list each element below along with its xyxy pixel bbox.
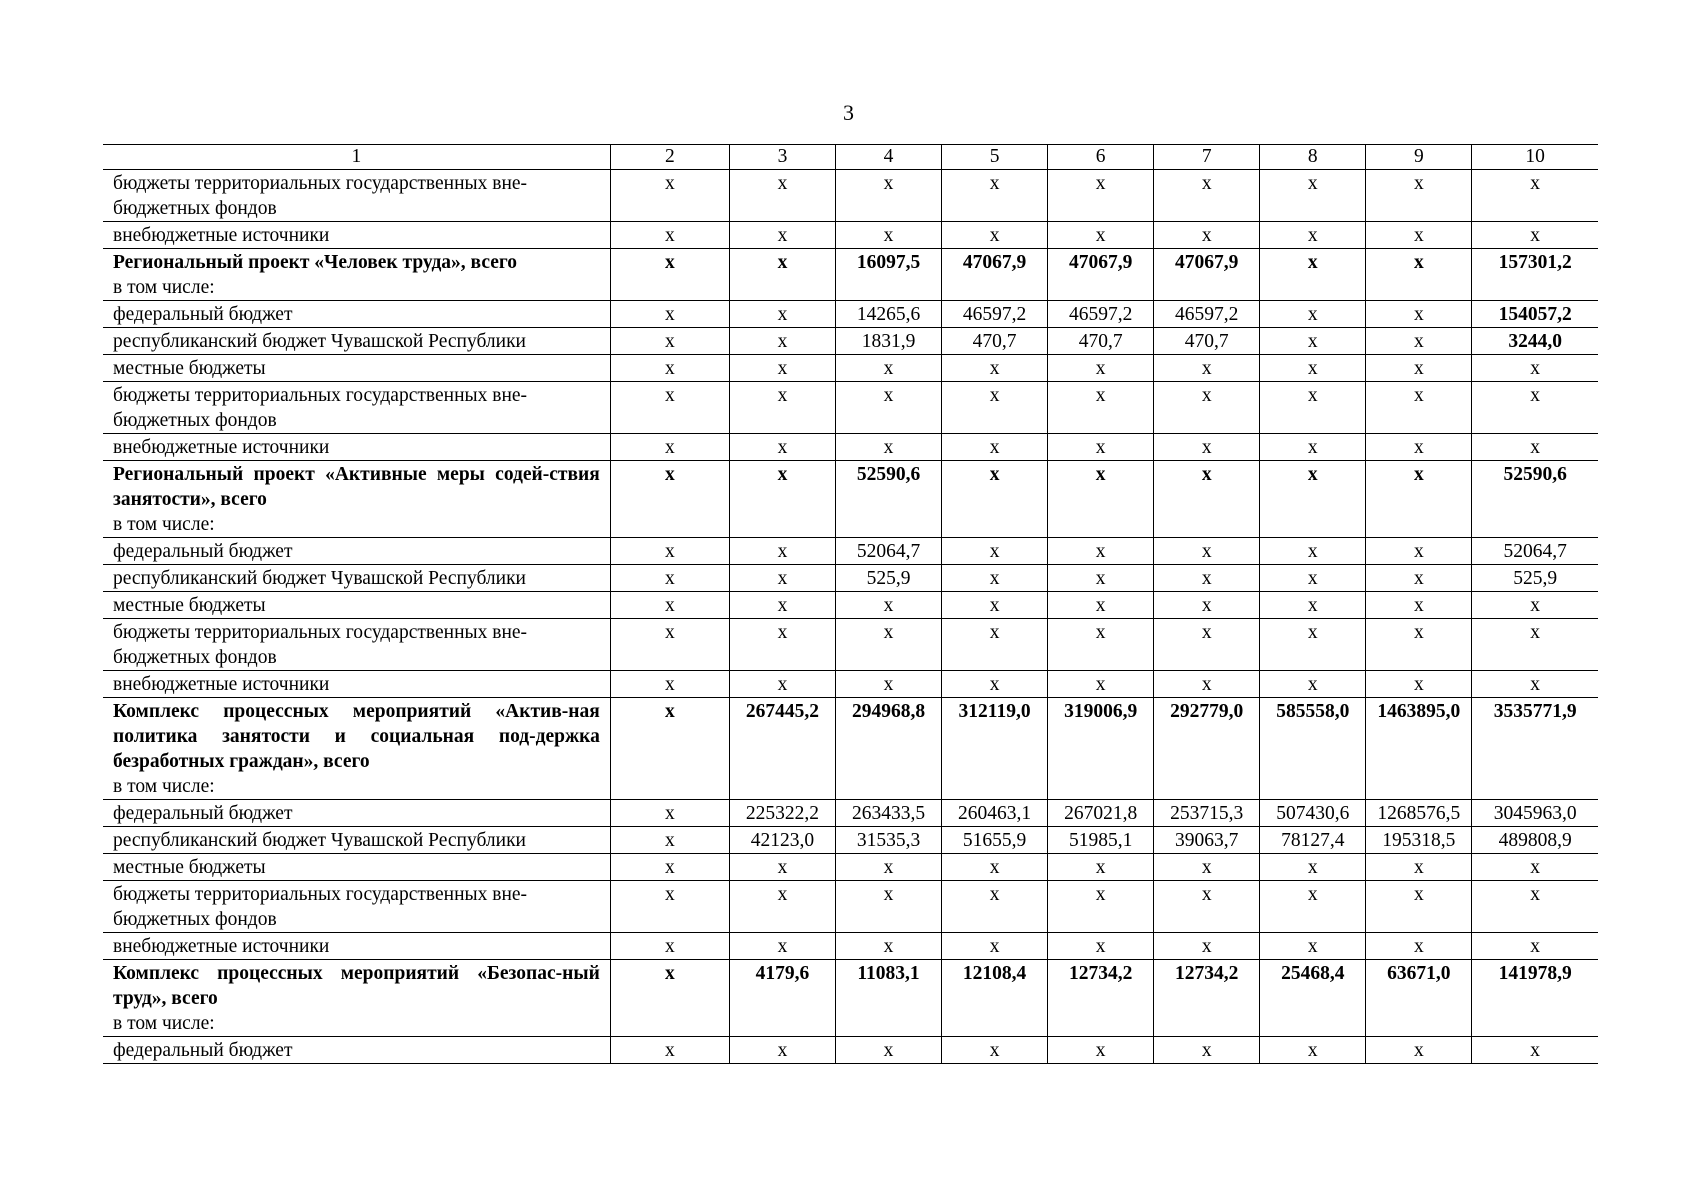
value-cell: 525,9 [1472,565,1598,592]
value-cell: х [835,933,941,960]
value-cell: х [1366,249,1472,301]
value-cell: х [1366,881,1472,933]
value-cell: х [1366,565,1472,592]
table-row [103,565,1598,592]
row-label [103,249,610,301]
row-label [103,565,610,592]
value-cell: х [1366,1037,1472,1064]
value-cell: х [1048,1037,1154,1064]
value-cell: х [1366,854,1472,881]
value-cell: 292779,0 [1154,698,1260,800]
budget-table [103,144,1598,1064]
row-label-text: федеральный бюджет [113,541,293,562]
value-cell: х [942,881,1048,933]
value-cell: х [610,222,729,249]
table-row [103,222,1598,249]
table-row [103,854,1598,881]
value-cell: 470,7 [1048,328,1154,355]
page-number: 3 [843,100,854,125]
value-cell: х [1154,170,1260,222]
value-cell: х [1260,538,1366,565]
value-cell: х [835,170,941,222]
value-cell: 16097,5 [835,249,941,301]
row-sublabel: в том числе: [113,1013,215,1034]
row-label-text: бюджеты территориальных государственных вне-бюджетных фондов [113,884,528,930]
value-cell: х [729,170,835,222]
row-label-text: республиканский бюджет Чувашской Республики [113,331,526,352]
value-cell: х [610,538,729,565]
value-cell: х [729,619,835,671]
table-row [103,619,1598,671]
value-cell: х [942,355,1048,382]
row-label-text: внебюджетные источники [113,674,330,695]
value-cell: 12108,4 [942,960,1048,1037]
column-header: 2 [610,145,729,170]
value-cell: 267021,8 [1048,800,1154,827]
column-header: 3 [729,145,835,170]
value-cell: х [729,355,835,382]
section-total-row [103,461,1598,538]
value-cell: х [1472,222,1598,249]
table-row [103,355,1598,382]
value-cell: х [1366,592,1472,619]
value-cell: 42123,0 [729,827,835,854]
value-cell: х [1154,461,1260,538]
value-cell: х [1260,1037,1366,1064]
value-cell: х [1048,355,1154,382]
value-cell: х [1472,382,1598,434]
value-cell: х [835,881,941,933]
value-cell: х [1260,619,1366,671]
value-cell: х [835,355,941,382]
value-cell: 3535771,9 [1472,698,1598,800]
value-cell: х [1366,933,1472,960]
value-cell: 507430,6 [1260,800,1366,827]
value-cell: х [1366,328,1472,355]
value-cell: х [1154,881,1260,933]
value-cell: х [835,592,941,619]
value-cell: х [1154,538,1260,565]
column-header: 7 [1154,145,1260,170]
value-cell: 46597,2 [1048,301,1154,328]
header-row [103,145,1598,170]
column-header: 10 [1472,145,1598,170]
value-cell: х [1260,328,1366,355]
value-cell: х [610,249,729,301]
value-cell: 63671,0 [1366,960,1472,1037]
value-cell: х [942,565,1048,592]
row-label [103,800,610,827]
value-cell: х [1154,222,1260,249]
value-cell: х [1154,565,1260,592]
value-cell: х [835,854,941,881]
value-cell: 47067,9 [1048,249,1154,301]
value-cell: 14265,6 [835,301,941,328]
value-cell: х [729,881,835,933]
value-cell: 12734,2 [1154,960,1260,1037]
value-cell: 31535,3 [835,827,941,854]
value-cell: х [729,671,835,698]
row-label [103,170,610,222]
row-label [103,434,610,461]
value-cell: х [942,222,1048,249]
value-cell: 47067,9 [1154,249,1260,301]
value-cell: х [1048,854,1154,881]
value-cell: 489808,9 [1472,827,1598,854]
row-label-text: внебюджетные источники [113,225,330,246]
value-cell: х [1472,671,1598,698]
row-label [103,382,610,434]
value-cell: 525,9 [835,565,941,592]
value-cell: х [1260,434,1366,461]
value-cell: 52064,7 [835,538,941,565]
value-cell: 78127,4 [1260,827,1366,854]
value-cell: х [610,671,729,698]
column-header: 9 [1366,145,1472,170]
value-cell: х [1260,170,1366,222]
row-label-text: Комплекс процессных мероприятий «Безопас-ный труд», всего [113,963,600,1009]
value-cell: 312119,0 [942,698,1048,800]
row-label-text: бюджеты территориальных государственных вне-бюджетных фондов [113,173,528,219]
table-row [103,671,1598,698]
value-cell: х [1154,854,1260,881]
value-cell: х [1472,170,1598,222]
value-cell: х [610,301,729,328]
row-label-text: федеральный бюджет [113,304,293,325]
value-cell: х [942,592,1048,619]
value-cell: х [1048,170,1154,222]
value-cell: х [1366,355,1472,382]
value-cell: 319006,9 [1048,698,1154,800]
value-cell: х [1048,565,1154,592]
value-cell: х [610,565,729,592]
value-cell: х [610,170,729,222]
row-label-text: местные бюджеты [113,595,266,616]
value-cell: х [729,461,835,538]
value-cell: 52590,6 [1472,461,1598,538]
value-cell: 253715,3 [1154,800,1260,827]
value-cell: 39063,7 [1154,827,1260,854]
value-cell: 3244,0 [1472,328,1598,355]
value-cell: х [942,854,1048,881]
value-cell: х [1472,592,1598,619]
row-sublabel: в том числе: [113,277,215,298]
value-cell: х [1154,619,1260,671]
row-label [103,619,610,671]
row-label-text: внебюджетные источники [113,437,330,458]
value-cell: 154057,2 [1472,301,1598,328]
row-label [103,933,610,960]
table-row [103,301,1598,328]
value-cell: х [1260,881,1366,933]
value-cell: 46597,2 [942,301,1048,328]
value-cell: х [729,222,835,249]
row-label [103,222,610,249]
value-cell: х [1048,222,1154,249]
value-cell: 260463,1 [942,800,1048,827]
value-cell: х [1260,301,1366,328]
value-cell: х [1260,355,1366,382]
column-header: 8 [1260,145,1366,170]
row-label [103,328,610,355]
value-cell: х [942,933,1048,960]
value-cell: х [1260,249,1366,301]
value-cell: х [1154,933,1260,960]
value-cell: х [1048,933,1154,960]
row-label [103,301,610,328]
row-label-text: федеральный бюджет [113,803,293,824]
value-cell: х [610,355,729,382]
value-cell: х [942,671,1048,698]
value-cell: х [1260,671,1366,698]
value-cell: 52064,7 [1472,538,1598,565]
value-cell: х [942,170,1048,222]
value-cell: х [1154,1037,1260,1064]
row-label-text: бюджеты территориальных государственных вне-бюджетных фондов [113,385,528,431]
value-cell: х [835,222,941,249]
value-cell: х [1366,170,1472,222]
value-cell: х [1472,1037,1598,1064]
value-cell: х [942,619,1048,671]
row-label-text: внебюджетные источники [113,936,330,957]
value-cell: х [1472,933,1598,960]
value-cell: х [610,698,729,800]
value-cell: 11083,1 [835,960,941,1037]
value-cell: х [610,881,729,933]
value-cell: х [1154,671,1260,698]
value-cell: х [1048,434,1154,461]
value-cell: 25468,4 [1260,960,1366,1037]
value-cell: х [729,854,835,881]
value-cell: х [610,619,729,671]
value-cell: 470,7 [942,328,1048,355]
column-header: 1 [103,145,610,170]
row-label [103,592,610,619]
value-cell: х [610,827,729,854]
value-cell: х [835,434,941,461]
value-cell: х [835,671,941,698]
table-row [103,827,1598,854]
value-cell: х [1048,461,1154,538]
row-label [103,461,610,538]
value-cell: х [610,461,729,538]
table-row [103,800,1598,827]
row-label [103,1037,610,1064]
row-label-text: федеральный бюджет [113,1040,293,1061]
row-sublabel: в том числе: [113,776,215,797]
value-cell: х [1366,619,1472,671]
value-cell: 195318,5 [1366,827,1472,854]
value-cell: х [1366,461,1472,538]
row-label-text: Региональный проект «Активные меры содей-ствия занятости», всего [113,464,600,510]
value-cell: х [729,933,835,960]
value-cell: х [729,592,835,619]
value-cell: 47067,9 [942,249,1048,301]
row-sublabel: в том числе: [113,514,215,535]
row-label [103,960,610,1037]
value-cell: 52590,6 [835,461,941,538]
value-cell: х [1048,538,1154,565]
value-cell: х [1472,881,1598,933]
value-cell: 294968,8 [835,698,941,800]
value-cell: х [610,328,729,355]
value-cell: х [1260,592,1366,619]
value-cell: х [610,592,729,619]
value-cell: 46597,2 [1154,301,1260,328]
value-cell: х [1154,592,1260,619]
table-row [103,1037,1598,1064]
value-cell: х [729,328,835,355]
row-label [103,538,610,565]
value-cell: х [610,800,729,827]
value-cell: 51985,1 [1048,827,1154,854]
value-cell: х [1260,461,1366,538]
value-cell: 263433,5 [835,800,941,827]
table-row [103,170,1598,222]
section-total-row [103,698,1598,800]
value-cell: х [729,382,835,434]
value-cell: х [610,434,729,461]
section-total-row [103,249,1598,301]
value-cell: х [1048,619,1154,671]
table-row [103,933,1598,960]
value-cell: х [1048,881,1154,933]
value-cell: х [1048,382,1154,434]
value-cell: 225322,2 [729,800,835,827]
value-cell: х [610,382,729,434]
value-cell: х [610,1037,729,1064]
value-cell: х [1260,565,1366,592]
value-cell: х [942,461,1048,538]
value-cell: 1268576,5 [1366,800,1472,827]
value-cell: х [835,619,941,671]
table-row [103,881,1598,933]
table-row [103,434,1598,461]
value-cell: х [942,382,1048,434]
row-label-text: Региональный проект «Человек труда», всего [113,252,517,273]
value-cell: х [729,565,835,592]
value-cell: х [729,434,835,461]
value-cell: х [729,249,835,301]
value-cell: х [1366,222,1472,249]
value-cell: х [1472,434,1598,461]
column-header: 6 [1048,145,1154,170]
value-cell: 1831,9 [835,328,941,355]
row-label-text: местные бюджеты [113,358,266,379]
value-cell: 1463895,0 [1366,698,1472,800]
value-cell: х [1472,854,1598,881]
value-cell: х [1366,382,1472,434]
value-cell: х [942,434,1048,461]
value-cell: х [1472,355,1598,382]
value-cell: 470,7 [1154,328,1260,355]
row-label [103,355,610,382]
value-cell: 12734,2 [1048,960,1154,1037]
value-cell: х [610,960,729,1037]
value-cell: х [610,933,729,960]
row-label [103,854,610,881]
value-cell: х [1048,592,1154,619]
row-label [103,698,610,800]
column-header: 4 [835,145,941,170]
value-cell: х [1366,671,1472,698]
value-cell: 3045963,0 [1472,800,1598,827]
row-label-text: республиканский бюджет Чувашской Республики [113,830,526,851]
row-label-text: Комплекс процессных мероприятий «Актив-ная политика занятости и социальная под-держка безработных граждан», всего [113,701,600,772]
value-cell: 4179,6 [729,960,835,1037]
value-cell: х [835,1037,941,1064]
row-label-text: республиканский бюджет Чувашской Республики [113,568,526,589]
value-cell: х [1366,301,1472,328]
value-cell: 585558,0 [1260,698,1366,800]
value-cell: х [942,538,1048,565]
value-cell: х [1366,538,1472,565]
row-label [103,671,610,698]
value-cell: х [1048,671,1154,698]
value-cell: 267445,2 [729,698,835,800]
value-cell: х [610,854,729,881]
value-cell: х [1154,355,1260,382]
value-cell: х [1260,382,1366,434]
value-cell: 141978,9 [1472,960,1598,1037]
table-row [103,538,1598,565]
value-cell: х [729,538,835,565]
table-row [103,592,1598,619]
row-label-text: бюджеты территориальных государственных вне-бюджетных фондов [113,622,528,668]
value-cell: х [1366,434,1472,461]
value-cell: х [1260,222,1366,249]
value-cell: х [1472,619,1598,671]
value-cell: х [729,1037,835,1064]
table-row [103,328,1598,355]
value-cell: х [1154,382,1260,434]
value-cell: х [1260,933,1366,960]
row-label-text: местные бюджеты [113,857,266,878]
value-cell: х [942,1037,1048,1064]
column-header: 5 [942,145,1048,170]
value-cell: х [1260,854,1366,881]
value-cell: 157301,2 [1472,249,1598,301]
value-cell: х [1154,434,1260,461]
value-cell: х [835,382,941,434]
row-label [103,827,610,854]
row-label [103,881,610,933]
value-cell: х [729,301,835,328]
table-row [103,382,1598,434]
section-total-row [103,960,1598,1037]
value-cell: 51655,9 [942,827,1048,854]
